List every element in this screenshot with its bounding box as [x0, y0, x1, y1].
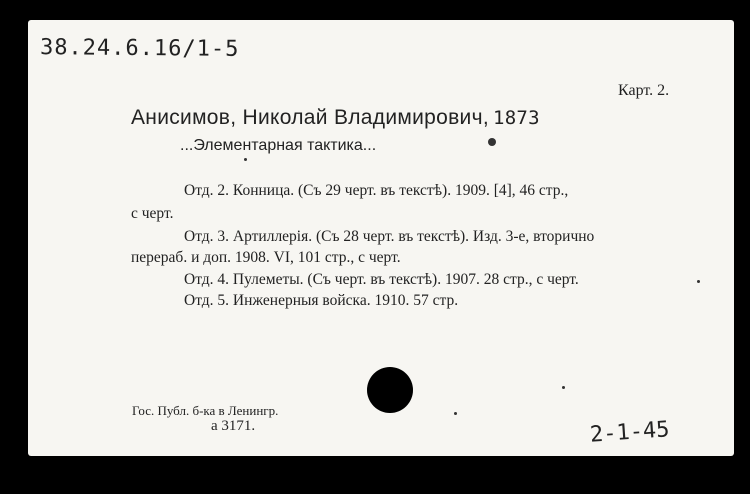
entry-line: Отд. 4. Пулеметы. (Съ черт. въ текстѣ). 1907. 28 стр., с черт.: [184, 271, 579, 288]
punch-hole: [367, 367, 413, 413]
inventory-number: а 3171.: [211, 418, 256, 434]
entry-line: с черт.: [131, 205, 174, 222]
call-number: 38.24.6.16/1-5: [39, 35, 240, 62]
ink-spot: [454, 412, 457, 415]
author-name: Анисимов, Николай Владимирович,: [131, 106, 489, 129]
entry-line: Отд. 2. Конница. (Съ 29 черт. въ текстѣ). 1909. [4], 46 стр.,: [184, 182, 569, 199]
ink-spot: [697, 280, 700, 283]
entry-line: перераб. и доп. 1908. VI, 101 стр., с черт.: [131, 249, 401, 266]
ink-spot: [562, 386, 565, 389]
ink-spot: [244, 158, 247, 161]
handwritten-shelf-code: 2-1-45: [589, 417, 671, 448]
library-holder: Гос. Публ. б-ка в Ленингр.: [132, 403, 279, 418]
card-label: Карт. 2.: [618, 82, 670, 99]
book-title: ...Элементарная тактика...: [180, 137, 377, 154]
author-year: 1873: [492, 107, 540, 129]
entry-line: Отд. 3. Артиллерія. (Съ 28 черт. въ текстѣ). Изд. 3-е, вторично: [184, 228, 595, 245]
ink-spot: [488, 138, 496, 146]
author-heading: [131, 106, 540, 130]
entry-line: Отд. 5. Инженерныя войска. 1910. 57 стр.: [184, 292, 459, 309]
